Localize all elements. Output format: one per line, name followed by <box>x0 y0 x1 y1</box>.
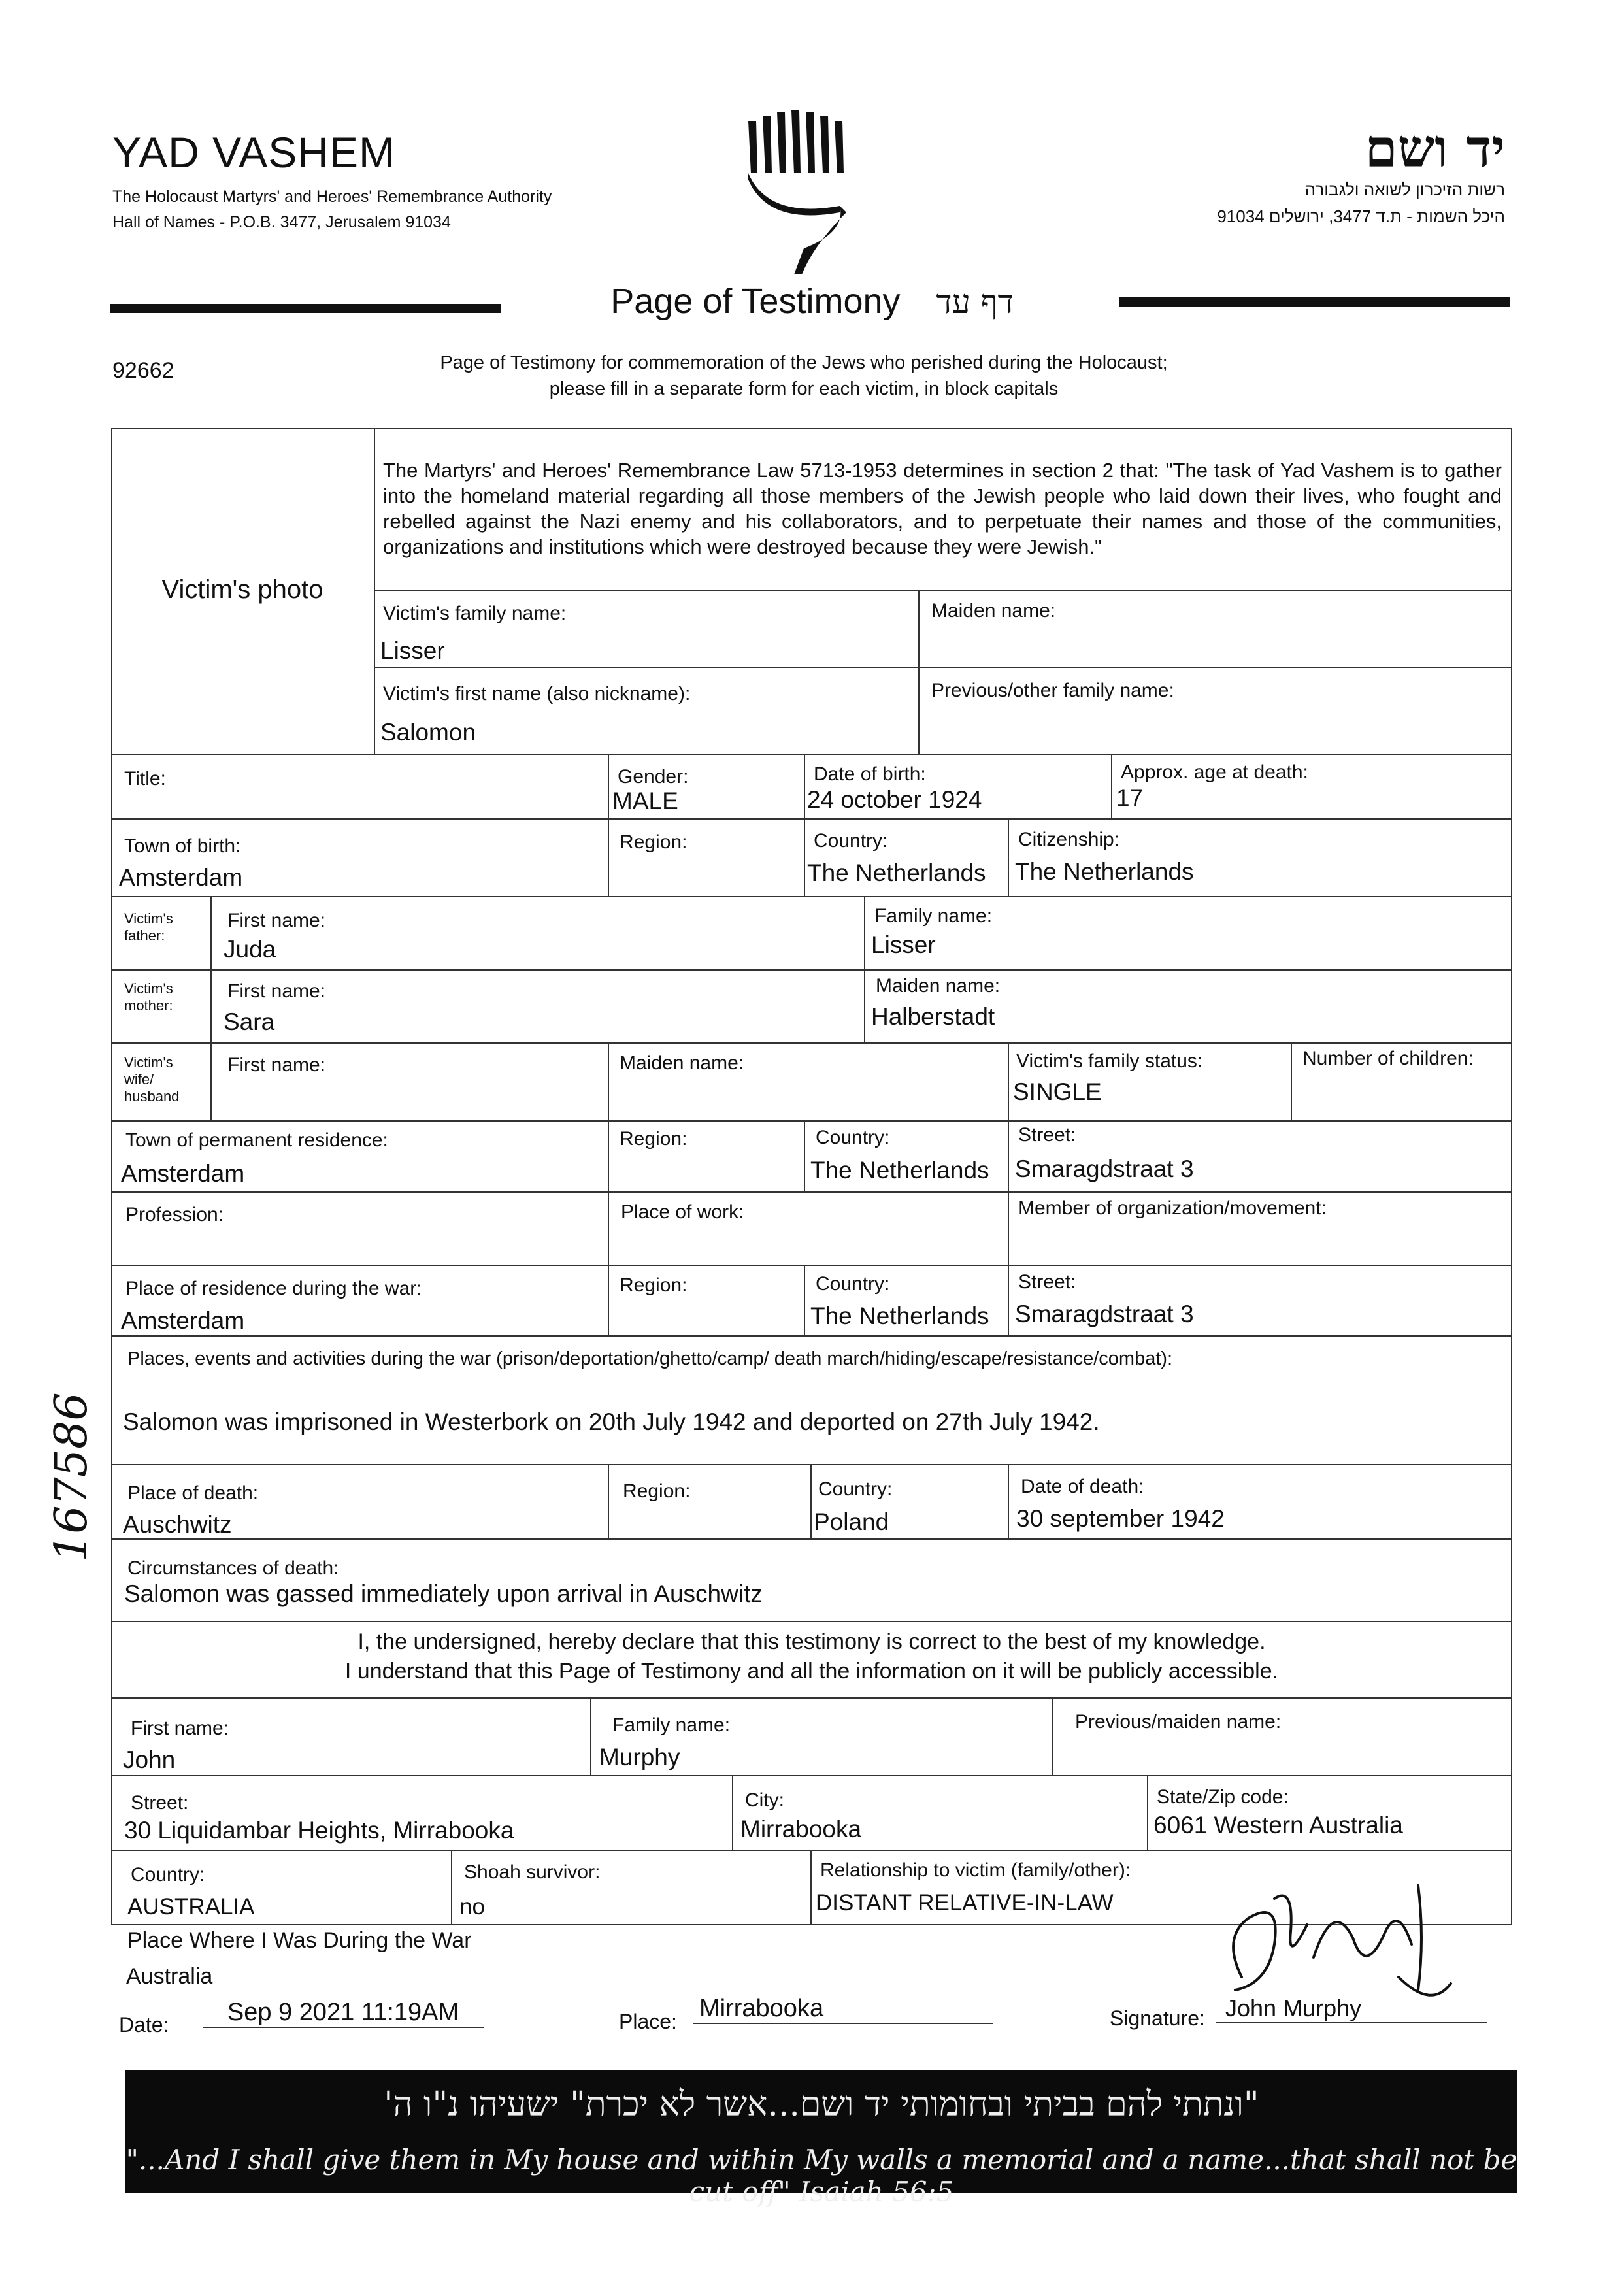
place-of-work-label: Place of work: <box>621 1201 744 1223</box>
submitter-street-label: Street: <box>131 1792 189 1814</box>
father-label-line-1: Victim's <box>124 910 173 927</box>
number-of-children-label: Number of children: <box>1302 1048 1474 1069</box>
residence-street-field[interactable]: Smaragdstraat 3 <box>1015 1155 1194 1182</box>
family-status-field[interactable]: SINGLE <box>1013 1078 1102 1105</box>
father-first-name-label: First name: <box>227 910 326 931</box>
submitter-city-field[interactable]: Mirrabooka <box>740 1816 862 1842</box>
war-region-label: Region: <box>620 1274 688 1296</box>
father-family-name-field[interactable]: Lisser <box>871 931 936 958</box>
birth-country-label: Country: <box>814 830 888 852</box>
title-label: Title: <box>124 768 166 790</box>
mother-first-name-label: First name: <box>227 980 326 1002</box>
shoah-survivor-label: Shoah survivor: <box>464 1861 601 1883</box>
gender-label: Gender: <box>618 766 689 788</box>
submitter-street-field[interactable]: 30 Liquidambar Heights, Mirrabooka <box>124 1817 514 1844</box>
spouse-maiden-name-label: Maiden name: <box>620 1052 744 1074</box>
place-of-death-field[interactable]: Auschwitz <box>123 1511 232 1538</box>
place-label: Place: <box>619 2010 677 2033</box>
spouse-first-name-label: First name: <box>227 1054 326 1076</box>
signature-label: Signature: <box>1110 2006 1205 2030</box>
submitter-previous-name-label: Previous/maiden name: <box>1075 1711 1282 1733</box>
war-residence-label: Place of residence during the war: <box>125 1278 422 1299</box>
family-name-label: Victim's family name: <box>383 603 567 624</box>
war-street-field[interactable]: Smaragdstraat 3 <box>1015 1301 1194 1327</box>
declaration-line-1: I, the undersigned, hereby declare that this testimony is correct to the best of my knowledge. <box>357 1629 1266 1654</box>
date-of-death-label: Date of death: <box>1021 1476 1144 1497</box>
events-field[interactable]: Salomon was imprisoned in Westerbork on 20th July 1942 and deported on 27th July 1942. <box>123 1408 1100 1435</box>
war-street-label: Street: <box>1018 1271 1076 1293</box>
dob-field[interactable]: 24 october 1924 <box>807 786 982 813</box>
form-title-row <box>0 281 1624 322</box>
circumstances-label: Circumstances of death: <box>127 1557 339 1579</box>
father-label-line-2: father: <box>124 927 165 944</box>
mother-maiden-name-label: Maiden name: <box>876 975 1001 997</box>
father-first-name-field[interactable]: Juda <box>224 936 276 963</box>
hebrew-org-subtitle: רשות הזיכרון לשואה ולגבורה <box>1304 180 1505 199</box>
submitter-country-field[interactable]: AUSTRALIA <box>127 1894 255 1920</box>
form-title: Page of Testimony <box>610 282 901 321</box>
spouse-label-line-2: wife/ <box>124 1071 154 1088</box>
birth-country-field[interactable]: The Netherlands <box>807 859 986 886</box>
circumstances-field[interactable]: Salomon was gassed immediately upon arrival in Auschwitz <box>124 1580 763 1607</box>
victim-photo-placeholder: Victim's photo <box>161 575 323 604</box>
war-country-field[interactable]: The Netherlands <box>810 1303 989 1329</box>
law-text: The Martyrs' and Heroes' Remembrance Law 5713-1953 determines in section 2 that: "The task of Yad Vashem is to gather into the homeland material regarding all those members of the Jewish people who laid down their lives, who fought and rebelled against the Nazi enemy and his collaborators, and to perpetuate their names and those of the communities, organizations and institutions which were destroyed because they were Jewish." <box>383 459 1502 558</box>
submitter-state-field[interactable]: 6061 Western Australia <box>1153 1812 1403 1838</box>
residence-country-label: Country: <box>816 1127 890 1148</box>
residence-region-label: Region: <box>620 1128 688 1150</box>
submitter-state-label: State/Zip code: <box>1157 1786 1289 1808</box>
intro-line-1: Page of Testimony for commemoration of the Jews who perished during the Holocaust; <box>440 352 1168 373</box>
residence-country-field[interactable]: The Netherlands <box>810 1157 989 1184</box>
relationship-label: Relationship to victim (family/other): <box>820 1859 1131 1881</box>
spouse-label-line-3: husband <box>124 1088 180 1105</box>
mother-label-line-1: Victim's <box>124 980 173 997</box>
spouse-row-label <box>124 1054 179 1105</box>
first-name-label: Victim's first name (also nickname): <box>383 683 691 705</box>
intro-text <box>379 350 1229 402</box>
banner-english-quote: "...And I shall give them in My house and within My walls a memorial and a name...that shall not be cut off" Isaiah 56:5 <box>125 2144 1517 2208</box>
date-of-death-field[interactable]: 30 september 1942 <box>1016 1505 1225 1532</box>
death-region-label: Region: <box>623 1480 691 1502</box>
date-field[interactable]: Sep 9 2021 11:19AM <box>203 1999 484 2028</box>
quote-banner <box>125 2070 1517 2208</box>
town-of-birth-field[interactable]: Amsterdam <box>119 864 243 891</box>
handwritten-signature <box>1202 1859 1464 2023</box>
intro-line-2: please fill in a separate form for each victim, in block capitals <box>549 378 1059 399</box>
residence-street-label: Street: <box>1018 1124 1076 1146</box>
hebrew-org-name: יד ושם <box>1365 118 1505 179</box>
father-row-label <box>124 910 173 944</box>
reference-number: 92662 <box>112 358 174 383</box>
org-name: YAD VASHEM <box>112 128 395 176</box>
war-residence-field[interactable]: Amsterdam <box>121 1307 245 1334</box>
org-address: Hall of Names - P.O.B. 3477, Jerusalem 91034 <box>112 213 451 231</box>
form-title-hebrew: דף עד <box>936 283 1014 321</box>
maiden-name-label: Maiden name: <box>931 600 1056 622</box>
death-country-label: Country: <box>818 1478 893 1500</box>
declaration-line-2: I understand that this Page of Testimony and all the information on it will be publicly accessible. <box>344 1659 1279 1684</box>
citizenship-field[interactable]: The Netherlands <box>1015 858 1194 885</box>
relationship-field[interactable]: DISTANT RELATIVE-IN-LAW <box>816 1890 1114 1916</box>
mother-first-name-field[interactable]: Sara <box>224 1008 275 1035</box>
submitter-family-name-field[interactable]: Murphy <box>599 1744 680 1770</box>
shoah-survivor-field[interactable]: no <box>459 1894 485 1920</box>
war-location-field[interactable]: Australia <box>126 1964 213 1989</box>
spouse-label-line-1: Victim's <box>124 1054 173 1071</box>
birth-region-label: Region: <box>620 831 688 853</box>
org-subtitle: The Holocaust Martyrs' and Heroes' Remembrance Authority <box>112 188 552 206</box>
submitter-first-name-field[interactable]: John <box>123 1746 176 1773</box>
mother-label-line-2: mother: <box>124 997 173 1014</box>
gender-field[interactable]: MALE <box>612 788 678 814</box>
town-of-birth-label: Town of birth: <box>124 835 241 857</box>
place-field[interactable]: Mirrabooka <box>693 1995 993 2024</box>
organization-label: Member of organization/movement: <box>1018 1197 1327 1219</box>
age-label: Approx. age at death: <box>1121 761 1308 783</box>
war-location-label: Place Where I Was During the War <box>127 1928 472 1953</box>
declaration <box>111 1627 1512 1686</box>
mother-row-label <box>124 980 173 1014</box>
date-label: Date: <box>119 2013 169 2036</box>
yad-vashem-logo <box>742 108 859 278</box>
submitter-first-name-label: First name: <box>131 1718 229 1739</box>
death-country-field[interactable]: Poland <box>814 1508 889 1535</box>
first-name-field[interactable]: Salomon <box>380 719 476 746</box>
permanent-residence-label: Town of permanent residence: <box>125 1129 388 1151</box>
father-family-name-label: Family name: <box>874 905 993 927</box>
war-country-label: Country: <box>816 1273 890 1295</box>
place-of-death-label: Place of death: <box>127 1482 259 1504</box>
age-field[interactable]: 17 <box>1116 784 1144 811</box>
submitter-country-label: Country: <box>131 1864 205 1886</box>
dob-label: Date of birth: <box>814 763 926 785</box>
banner-hebrew-quote: "ונתתי להם בביתי ובחומותי יד ושם...אשר לא יכרת" ישעיהו נ"ו ה' <box>384 2085 1259 2124</box>
citizenship-label: Citizenship: <box>1018 829 1120 850</box>
permanent-residence-field[interactable]: Amsterdam <box>121 1160 245 1187</box>
signature-field[interactable]: John Murphy <box>1216 1995 1487 2023</box>
events-label: Places, events and activities during the war (prison/deportation/ghetto/camp/ death march/hiding/escape/resistance/combat): <box>127 1348 1173 1369</box>
mother-maiden-name-field[interactable]: Halberstadt <box>871 1003 995 1030</box>
submitter-city-label: City: <box>745 1789 784 1811</box>
family-name-field[interactable]: Lisser <box>380 637 445 664</box>
hebrew-org-address: היכל השמות - ת.ד 3477, ירושלים 91034 <box>1217 207 1505 226</box>
family-status-label: Victim's family status: <box>1016 1050 1203 1072</box>
previous-family-name-label: Previous/other family name: <box>931 680 1174 701</box>
submitter-family-name-label: Family name: <box>612 1714 731 1736</box>
handwritten-reference: 167586 <box>46 1392 97 1562</box>
profession-label: Profession: <box>125 1204 224 1225</box>
